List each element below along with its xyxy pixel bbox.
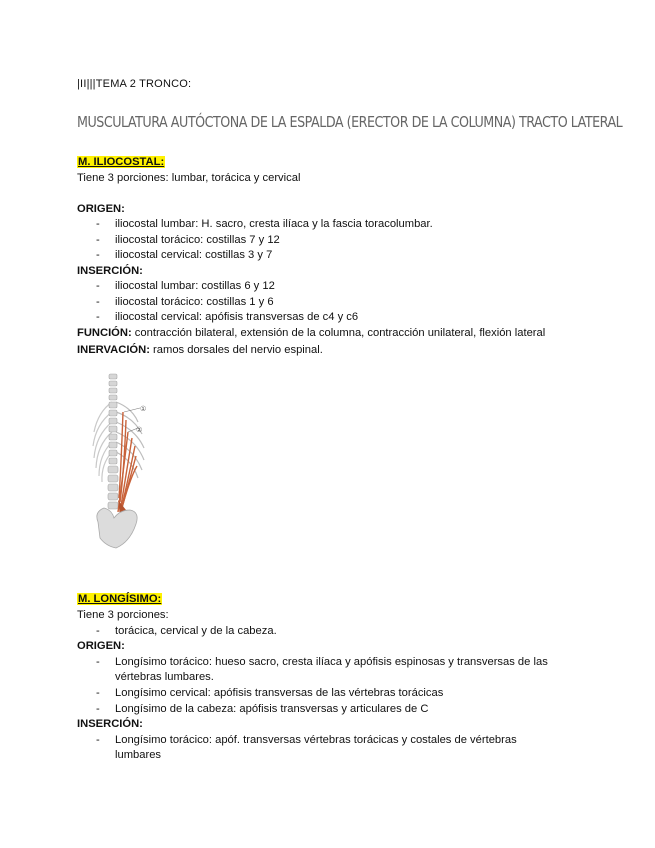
figure-label-2: ② [136, 426, 143, 434]
figure-label-1: ① [140, 405, 147, 413]
inervacion-text: ramos dorsales del nervio espinal. [153, 344, 323, 356]
insercion-label: INSERCIÓN: [77, 265, 143, 277]
iliocostal-muscle [118, 412, 137, 512]
page-title: MUSCULATURA AUTÓCTONA DE LA ESPALDA (ERECTOR DE LA COLUMNA) TRACTO LATERAL [77, 113, 623, 131]
funcion-text: contracción bilateral, extensión de la columna, contracción unilateral, flexión lateral [134, 327, 546, 339]
origen-label: ORIGEN: [77, 203, 125, 215]
heading-text: M. LONGÍSIMO: [78, 593, 162, 605]
inervacion-label: INERVACIÓN: [77, 344, 150, 356]
inervacion-line [77, 343, 323, 357]
funcion-label: FUNCIÓN: [77, 327, 132, 339]
funcion-line [77, 326, 545, 340]
section-heading-longisimo [77, 592, 162, 606]
longisimo-intro: Tiene 3 porciones: [77, 609, 169, 621]
origen-label: ORIGEN: [77, 640, 125, 652]
vertebral-column [108, 374, 118, 509]
section-heading-iliocostal [77, 155, 165, 169]
spine-muscle-illustration [90, 372, 160, 557]
leader-line-1 [124, 408, 140, 412]
pelvis [97, 508, 137, 548]
heading-text: M. ILIOCOSTAL: [78, 156, 165, 168]
document-header: |II|||TEMA 2 TRONCO: [77, 78, 192, 90]
iliocostal-intro: Tiene 3 porciones: lumbar, torácica y cervical [77, 172, 301, 184]
insercion-label: INSERCIÓN: [77, 718, 143, 730]
